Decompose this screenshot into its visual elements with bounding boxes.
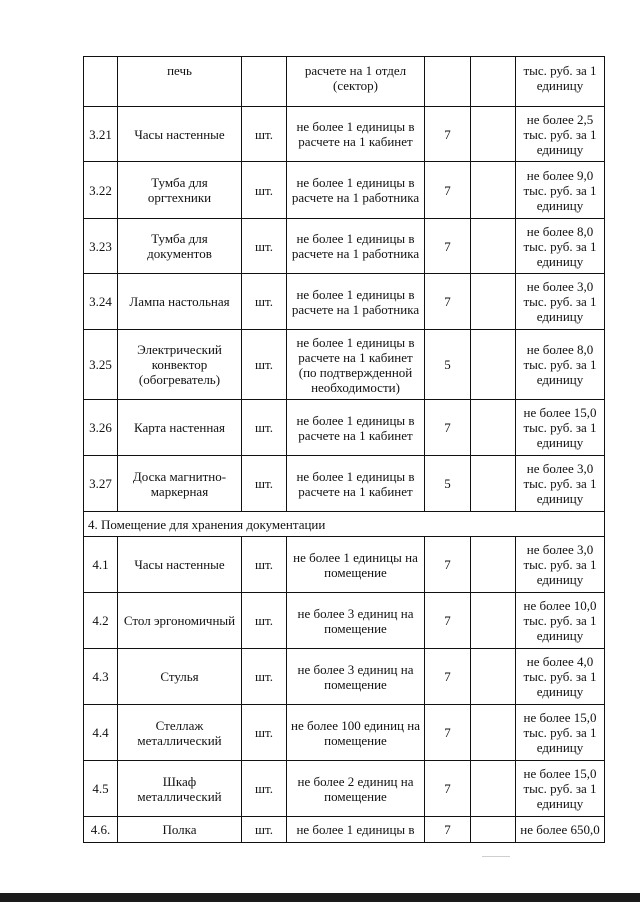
quantity-norm: не более 1 единицы в расчете на 1 работника bbox=[287, 274, 425, 330]
item-name: печь bbox=[118, 57, 242, 107]
item-name: Электрический конвектор (обогреватель) bbox=[118, 330, 242, 400]
item-name: Доска магнитно- маркерная bbox=[118, 456, 242, 512]
quantity-norm: не более 3 единиц на помещение bbox=[287, 593, 425, 649]
price-limit: не более 9,0 тыс. руб. за 1 единицу bbox=[516, 162, 605, 219]
quantity-norm: не более 3 единиц на помещение bbox=[287, 649, 425, 705]
row-number: 4.5 bbox=[84, 761, 118, 817]
equipment-norms-table bbox=[83, 56, 605, 843]
quantity-norm: не более 1 единицы на помещение bbox=[287, 537, 425, 593]
scan-bottom-edge bbox=[0, 893, 640, 902]
price-limit: не более 4,0 тыс. руб. за 1 единицу bbox=[516, 649, 605, 705]
unit-of-measure: шт. bbox=[242, 593, 287, 649]
unit-of-measure: шт. bbox=[242, 330, 287, 400]
unit-of-measure: шт. bbox=[242, 761, 287, 817]
unit-of-measure: шт. bbox=[242, 400, 287, 456]
price-limit: тыс. руб. за 1 единицу bbox=[516, 57, 605, 107]
empty-cell bbox=[471, 537, 516, 593]
price-limit: не более 15,0 тыс. руб. за 1 единицу bbox=[516, 400, 605, 456]
price-limit: не более 2,5 тыс. руб. за 1 единицу bbox=[516, 107, 605, 162]
empty-cell bbox=[471, 817, 516, 843]
row-number: 3.27 bbox=[84, 456, 118, 512]
item-name: Тумба для документов bbox=[118, 219, 242, 274]
empty-cell bbox=[471, 219, 516, 274]
empty-cell bbox=[471, 649, 516, 705]
table-row bbox=[84, 817, 605, 843]
price-limit: не более 15,0 тыс. руб. за 1 единицу bbox=[516, 705, 605, 761]
quantity-norm: не более 1 единицы в расчете на 1 кабинет bbox=[287, 107, 425, 162]
service-life-years: 7 bbox=[425, 593, 471, 649]
service-life-years: 5 bbox=[425, 456, 471, 512]
item-name: Стеллаж металлический bbox=[118, 705, 242, 761]
unit-of-measure: шт. bbox=[242, 456, 287, 512]
empty-cell bbox=[471, 456, 516, 512]
service-life-years: 5 bbox=[425, 330, 471, 400]
quantity-norm: не более 2 единиц на помещение bbox=[287, 761, 425, 817]
service-life-years: 7 bbox=[425, 761, 471, 817]
quantity-norm: не более 1 единицы в расчете на 1 работника bbox=[287, 162, 425, 219]
table-row bbox=[84, 649, 605, 705]
row-number bbox=[84, 57, 118, 107]
empty-cell bbox=[471, 57, 516, 107]
empty-cell bbox=[471, 593, 516, 649]
section-title: 4. Помещение для хранения документации bbox=[84, 512, 605, 537]
row-number: 3.22 bbox=[84, 162, 118, 219]
price-limit: не более 3,0 тыс. руб. за 1 единицу bbox=[516, 537, 605, 593]
table-row bbox=[84, 537, 605, 593]
unit-of-measure: шт. bbox=[242, 274, 287, 330]
item-name: Стулья bbox=[118, 649, 242, 705]
quantity-norm: не более 1 единицы в расчете на 1 работника bbox=[287, 219, 425, 274]
table-row bbox=[84, 162, 605, 219]
quantity-norm: не более 1 единицы в расчете на 1 кабинет (по подтвержденной необходимости) bbox=[287, 330, 425, 400]
unit-of-measure: шт. bbox=[242, 537, 287, 593]
table-row bbox=[84, 761, 605, 817]
item-name: Часы настенные bbox=[118, 537, 242, 593]
service-life-years: 7 bbox=[425, 649, 471, 705]
item-name: Стол эргономичный bbox=[118, 593, 242, 649]
price-limit: не более 3,0 тыс. руб. за 1 единицу bbox=[516, 274, 605, 330]
empty-cell bbox=[471, 162, 516, 219]
table-row bbox=[84, 705, 605, 761]
empty-cell bbox=[471, 761, 516, 817]
table-row bbox=[84, 219, 605, 274]
table-row bbox=[84, 456, 605, 512]
empty-cell bbox=[471, 107, 516, 162]
unit-of-measure: шт. bbox=[242, 817, 287, 843]
item-name: Лампа настольная bbox=[118, 274, 242, 330]
scan-artifact bbox=[482, 856, 510, 857]
price-limit: не более 10,0 тыс. руб. за 1 единицу bbox=[516, 593, 605, 649]
service-life-years bbox=[425, 57, 471, 107]
row-number: 4.2 bbox=[84, 593, 118, 649]
unit-of-measure: шт. bbox=[242, 649, 287, 705]
row-number: 3.26 bbox=[84, 400, 118, 456]
table-row bbox=[84, 57, 605, 107]
service-life-years: 7 bbox=[425, 705, 471, 761]
empty-cell bbox=[471, 400, 516, 456]
unit-of-measure: шт. bbox=[242, 107, 287, 162]
price-limit: не более 650,0 bbox=[516, 817, 605, 843]
item-name: Полка bbox=[118, 817, 242, 843]
price-limit: не более 3,0 тыс. руб. за 1 единицу bbox=[516, 456, 605, 512]
row-number: 3.21 bbox=[84, 107, 118, 162]
row-number: 3.25 bbox=[84, 330, 118, 400]
quantity-norm: не более 1 единицы в расчете на 1 кабинет bbox=[287, 400, 425, 456]
row-number: 4.3 bbox=[84, 649, 118, 705]
table-row bbox=[84, 330, 605, 400]
price-limit: не более 8,0 тыс. руб. за 1 единицу bbox=[516, 219, 605, 274]
price-limit: не более 15,0 тыс. руб. за 1 единицу bbox=[516, 761, 605, 817]
quantity-norm: не более 1 единицы в расчете на 1 кабинет bbox=[287, 456, 425, 512]
price-limit: не более 8,0 тыс. руб. за 1 единицу bbox=[516, 330, 605, 400]
table-row bbox=[84, 107, 605, 162]
service-life-years: 7 bbox=[425, 107, 471, 162]
table-row bbox=[84, 593, 605, 649]
row-number: 3.24 bbox=[84, 274, 118, 330]
unit-of-measure bbox=[242, 57, 287, 107]
table-row bbox=[84, 400, 605, 456]
quantity-norm: не более 100 единиц на помещение bbox=[287, 705, 425, 761]
unit-of-measure: шт. bbox=[242, 705, 287, 761]
item-name: Карта настенная bbox=[118, 400, 242, 456]
row-number: 3.23 bbox=[84, 219, 118, 274]
service-life-years: 7 bbox=[425, 537, 471, 593]
quantity-norm: расчете на 1 отдел (сектор) bbox=[287, 57, 425, 107]
empty-cell bbox=[471, 705, 516, 761]
quantity-norm: не более 1 единицы в bbox=[287, 817, 425, 843]
empty-cell bbox=[471, 330, 516, 400]
section-header-row bbox=[84, 512, 605, 537]
service-life-years: 7 bbox=[425, 817, 471, 843]
row-number: 4.6. bbox=[84, 817, 118, 843]
service-life-years: 7 bbox=[425, 219, 471, 274]
service-life-years: 7 bbox=[425, 400, 471, 456]
row-number: 4.1 bbox=[84, 537, 118, 593]
empty-cell bbox=[471, 274, 516, 330]
item-name: Шкаф металлический bbox=[118, 761, 242, 817]
item-name: Часы настенные bbox=[118, 107, 242, 162]
unit-of-measure: шт. bbox=[242, 219, 287, 274]
service-life-years: 7 bbox=[425, 162, 471, 219]
row-number: 4.4 bbox=[84, 705, 118, 761]
unit-of-measure: шт. bbox=[242, 162, 287, 219]
table-row bbox=[84, 274, 605, 330]
item-name: Тумба для оргтехники bbox=[118, 162, 242, 219]
service-life-years: 7 bbox=[425, 274, 471, 330]
